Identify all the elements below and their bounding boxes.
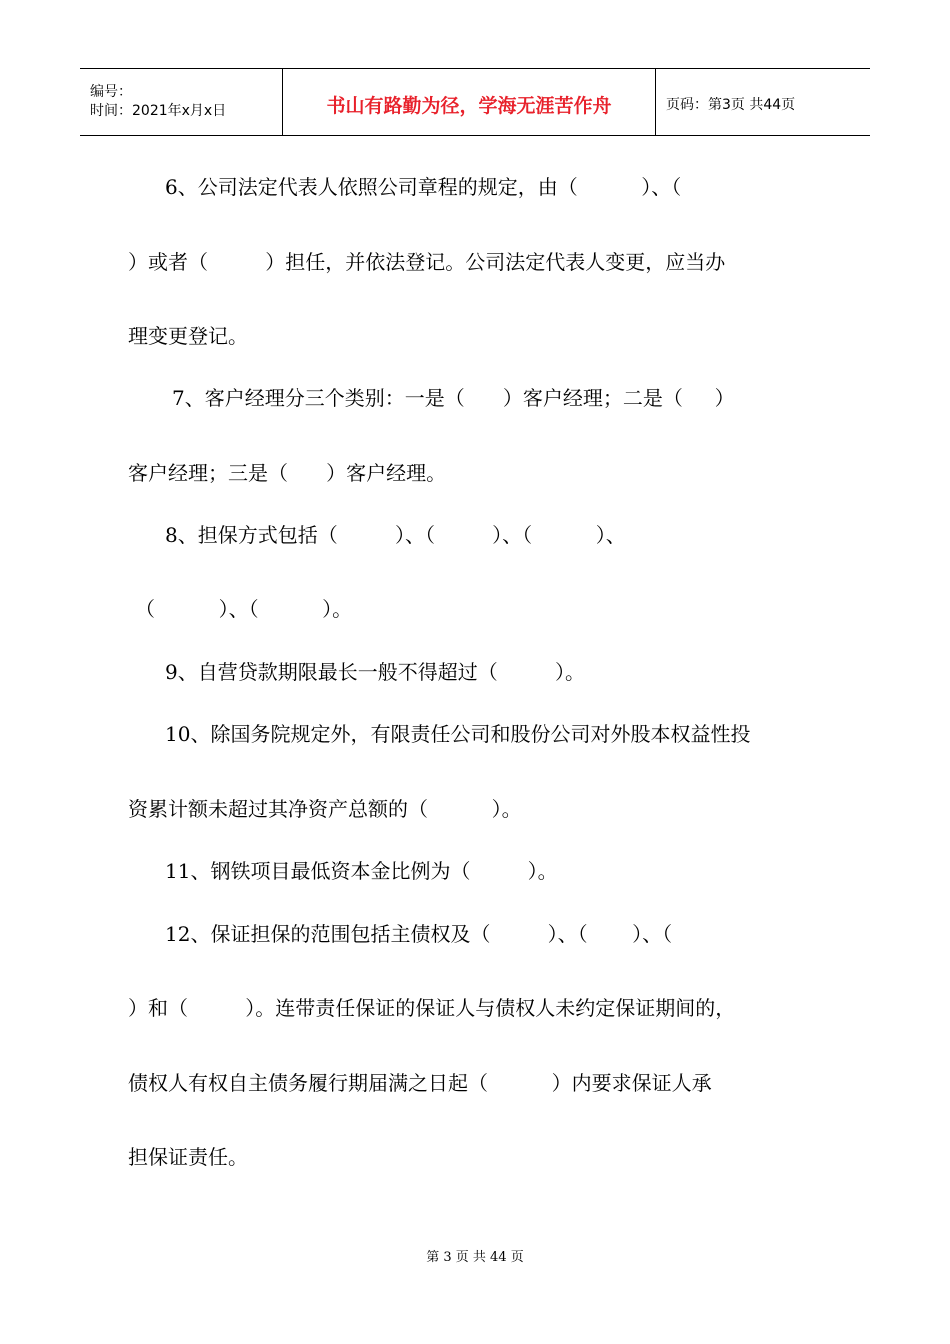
question-12-line-4: 担保证责任。 — [128, 1145, 248, 1169]
page-header — [80, 68, 870, 136]
page-footer: 第 3 页 共 44 页 — [426, 1250, 524, 1265]
question-8-line-2: （ ）、（ ）。 — [135, 597, 353, 621]
question-8-line-1: 8、担保方式包括（ ）、（ ）、（ ）、 — [165, 523, 626, 547]
question-10-line-2: 资累计额未超过其净资产总额的（ ）。 — [128, 797, 522, 821]
document-time-label: 时间：2021年x月x日 — [90, 103, 227, 119]
question-12-line-2: ）和（ ）。连带责任保证的保证人与债权人未约定保证期间的， — [128, 996, 736, 1020]
question-6-line-2: ）或者（ ）担任，并依法登记。公司法定代表人变更，应当办 — [128, 250, 726, 274]
motto-text: 书山有路勤为径，学海无涯苦作舟 — [326, 94, 612, 117]
question-11-line-1: 11、钢铁项目最低资本金比例为（ ）。 — [165, 859, 558, 883]
header-meta — [80, 69, 282, 135]
page-number-label: 页码：第3页 共44页 — [666, 97, 796, 113]
question-10-line-1: 10、除国务院规定外，有限责任公司和股份公司对外股本权益性投 — [165, 722, 751, 746]
question-12-line-1: 12、保证担保的范围包括主债权及（ ）、（ ）、（ — [165, 922, 673, 946]
question-6-line-3: 理变更登记。 — [128, 324, 248, 348]
header-page-info — [656, 69, 870, 135]
question-9-line-1: 9、自营贷款期限最长一般不得超过（ ）。 — [165, 660, 585, 684]
document-number-label: 编号： — [90, 84, 132, 100]
question-7-line-2: 客户经理；三是（ ）客户经理。 — [128, 461, 447, 485]
header-motto — [282, 69, 656, 135]
question-6-line-1: 6、公司法定代表人依照公司章程的规定，由（ ）、（ — [165, 175, 682, 199]
question-7-line-1: 7、客户经理分三个类别：一是（ ）客户经理；二是（ ） — [172, 386, 735, 410]
question-12-line-3: 债权人有权自主债务履行期届满之日起（ ）内要求保证人承 — [128, 1071, 712, 1095]
